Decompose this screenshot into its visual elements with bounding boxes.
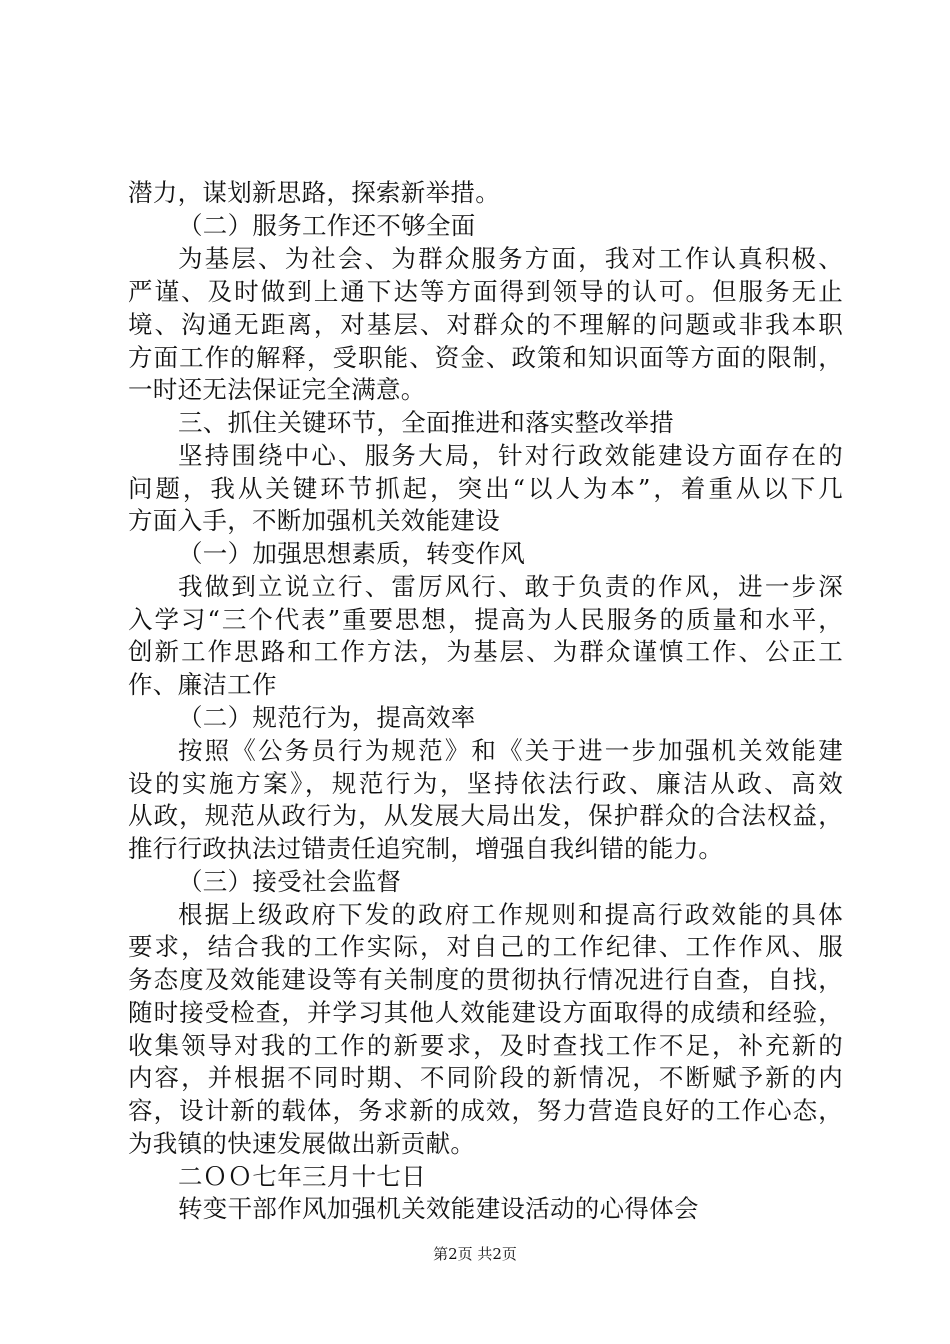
section-heading: （一）加强思想素质，转变作风 xyxy=(178,539,526,568)
text-line: 按照《公务员行为规范》和《关于进一步加强机关效能建 xyxy=(178,736,843,765)
section-heading: （二）规范行为，提高效率 xyxy=(178,703,476,732)
text-line: 根据上级政府下发的政府工作规则和提高行政效能的具体 xyxy=(178,900,843,929)
text-line: 收集领导对我的工作的新要求，及时查找工作不足，补充新的 xyxy=(128,1031,843,1060)
text-line: 一时还无法保证完全满意。 xyxy=(128,375,426,404)
text-line: 方面入手，不断加强机关效能建设 xyxy=(128,506,500,535)
page-number-footer: 第2页 共2页 xyxy=(433,1245,517,1263)
text-line: 内容，并根据不同时期、不同阶段的新情况，不断赋予新的内 xyxy=(128,1063,843,1092)
date-line: 二ＯＯ七年三月十七日 xyxy=(178,1162,426,1191)
section-heading: （三）接受社会监督 xyxy=(178,867,402,896)
text-line: 设的实施方案》，规范行为，坚持依法行政、廉洁从政、高效 xyxy=(128,769,843,798)
text-line: 为我镇的快速发展做出新贡献。 xyxy=(128,1129,476,1158)
text-line: 我做到立说立行、雷厉风行、敢于负责的作风，进一步深 xyxy=(178,572,843,601)
text-line: 容，设计新的载体，务求新的成效，努力营造良好的工作心态， xyxy=(128,1096,843,1125)
section-heading: （二）服务工作还不够全面 xyxy=(178,211,476,240)
document-title-line: 转变干部作风加强机关效能建设活动的心得体会 xyxy=(178,1194,699,1223)
text-line: 入学习“三个代表”重要思想，提高为人民服务的质量和水平， xyxy=(128,605,843,634)
text-line: 随时接受检查，并学习其他人效能建设方面取得的成绩和经验， xyxy=(128,998,843,1027)
text-line: 推行行政执法过错责任追究制，增强自我纠错的能力。 xyxy=(128,834,724,863)
text-line: 坚持围绕中心、服务大局，针对行政效能建设方面存在的 xyxy=(178,441,843,470)
text-line: 作、廉洁工作 xyxy=(128,670,277,699)
text-line: 要求，结合我的工作实际，对自己的工作纪律、工作作风、服 xyxy=(128,932,843,961)
text-line: 从政，规范从政行为，从发展大局出发，保护群众的合法权益， xyxy=(128,801,843,830)
text-line: 务态度及效能建设等有关制度的贯彻执行情况进行自查，自找， xyxy=(128,965,843,994)
section-heading: 三、抓住关键环节，全面推进和落实整改举措 xyxy=(178,408,674,437)
text-line: 潜力，谋划新思路，探索新举措。 xyxy=(128,178,500,207)
text-line: 为基层、为社会、为群众服务方面，我对工作认真积极、 xyxy=(178,244,843,273)
text-line: 问题，我从关键环节抓起，突出“以人为本”，着重从以下几 xyxy=(128,474,843,503)
text-line: 创新工作思路和工作方法，为基层、为群众谨慎工作、公正工 xyxy=(128,637,843,666)
text-line: 严谨、及时做到上通下达等方面得到领导的认可。但服务无止 xyxy=(128,277,843,306)
text-line: 方面工作的解释，受职能、资金、政策和知识面等方面的限制， xyxy=(128,343,843,372)
text-line: 境、沟通无距离，对基层、对群众的不理解的问题或非我本职 xyxy=(128,310,843,339)
